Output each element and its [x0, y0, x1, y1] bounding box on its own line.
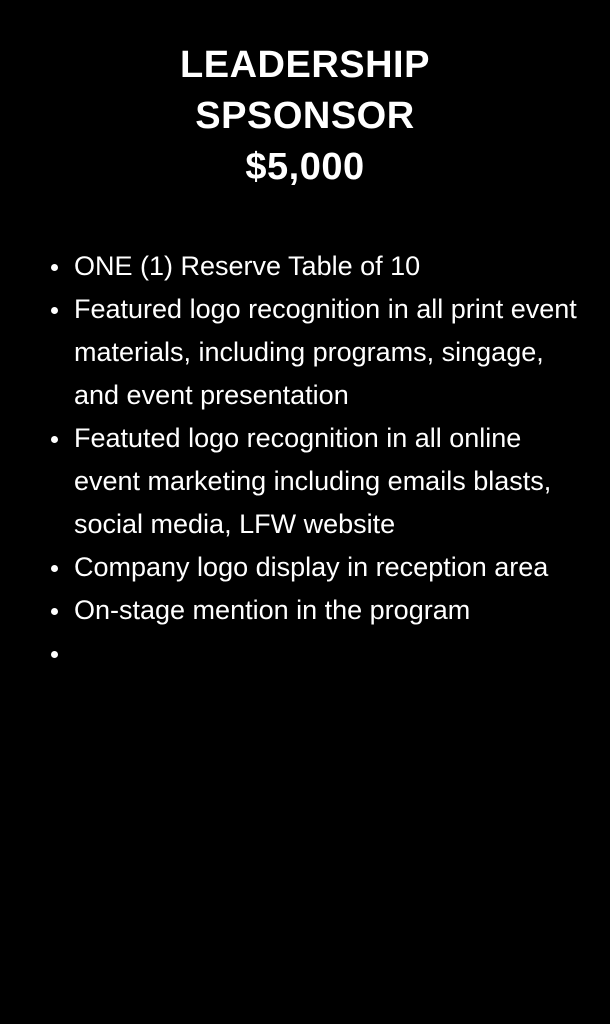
page-title-line-2: SPSONSOR: [195, 95, 415, 137]
page-title-amount: $5,000: [245, 146, 365, 188]
list-item: On-stage mention in the program: [46, 589, 580, 632]
benefits-list: [0, 245, 610, 675]
list-item: Featuted logo recognition in all online event marketing including emails blasts, social media, LFW website: [46, 417, 580, 546]
title-block: [0, 0, 610, 193]
list-item: Featured logo recognition in all print event materials, including programs, singage, and event presentation: [46, 288, 580, 417]
list-item: ONE (1) Reserve Table of 10: [46, 245, 580, 288]
list-item: Company logo display in reception area: [46, 546, 580, 589]
page-title-line-1: LEADERSHIP: [180, 44, 430, 86]
list-item: [46, 632, 580, 675]
